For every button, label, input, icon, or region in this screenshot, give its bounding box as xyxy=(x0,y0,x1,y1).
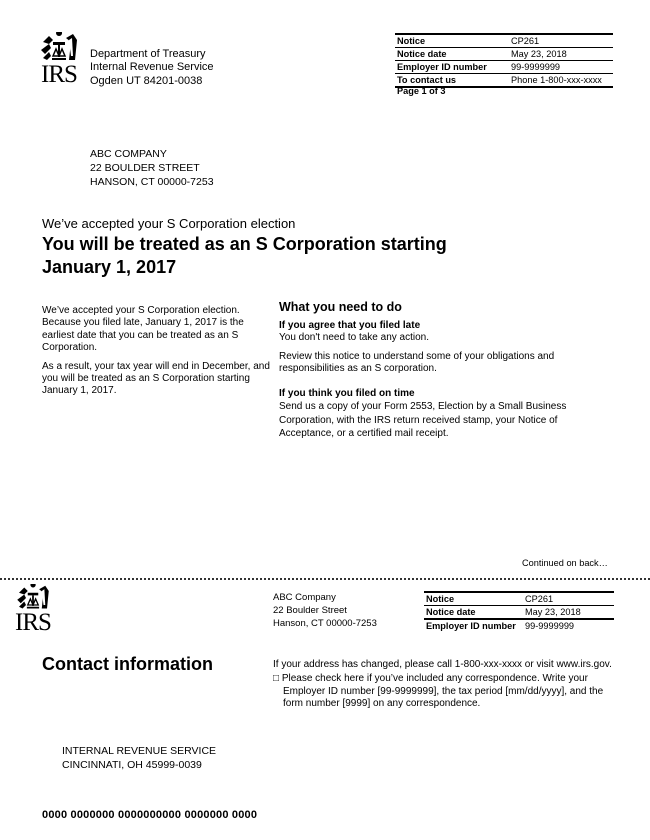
stub-info-row-notice-date xyxy=(424,606,614,620)
stub-address-line: Hanson, CT 00000-7253 xyxy=(273,618,377,629)
irs-logo xyxy=(12,584,54,634)
notice-subtitle: We’ve accepted your S Corporation election xyxy=(42,216,296,231)
agency-address xyxy=(90,48,214,88)
info-label: Notice date xyxy=(397,49,447,59)
agency-line: Department of Treasury xyxy=(90,48,206,60)
stub-info-table xyxy=(424,591,614,632)
stub-address-line: 22 Boulder Street xyxy=(273,605,347,616)
stub-info-row-employer-id xyxy=(424,619,614,632)
agency-line: Ogden UT 84201-0038 xyxy=(90,74,203,87)
recipient-line: HANSON, CT 00000-7253 xyxy=(90,176,214,188)
subsection-text: Review this notice to understand some of your obligations and responsibilities as an S corporation. xyxy=(279,350,555,375)
correspondence-instructions: Please check here if you’ve included any correspondence. Write your Employer ID number [99-9999999], the tax period [mm/dd/yyyy], and the form number [9999] on any correspondence. xyxy=(281,673,604,710)
info-row-notice xyxy=(395,34,613,48)
subsection-heading: If you think you filed on time xyxy=(279,387,415,399)
subsection-text: You don't need to take any action. xyxy=(279,332,429,344)
section-heading: What you need to do xyxy=(279,300,402,314)
info-label: Notice xyxy=(397,36,426,46)
irs-logo-text: IRS xyxy=(15,609,51,636)
title-line: You will be treated as an S Corporation starting xyxy=(42,234,447,254)
agency-line: Internal Revenue Service xyxy=(90,61,214,74)
irs-address-line: INTERNAL REVENUE SERVICE xyxy=(62,745,217,757)
info-row-contact xyxy=(395,74,613,88)
title-line: January 1, 2017 xyxy=(42,257,177,277)
address-change-text: If your address has changed, please call 1-800-xxx-xxxx or visit www.irs.gov. xyxy=(273,659,612,670)
correspondence-checkbox-row[interactable] xyxy=(273,673,618,710)
recipient-line: ABC COMPANY xyxy=(90,148,167,160)
irs-return-address xyxy=(62,744,216,772)
subsection-heading: If you agree that you filed late xyxy=(279,320,421,331)
irs-logo xyxy=(38,32,80,86)
contact-info-body xyxy=(273,659,618,717)
notice-title xyxy=(42,233,447,279)
what-you-need-to-do xyxy=(279,300,599,447)
info-value: CP261 xyxy=(525,594,554,604)
info-value: 99-9999999 xyxy=(511,62,561,72)
recipient-address xyxy=(90,147,214,189)
eagle-emblem-icon xyxy=(13,584,53,612)
tear-line-divider xyxy=(0,578,650,580)
subsection-text: Send us a copy of your Form 2553, Election by a Small Business Corporation, with the IRS return received stamp, your Notice of Acceptance, or a certified mail receipt. xyxy=(279,401,567,440)
stub-info-row-notice xyxy=(424,592,614,606)
contact-info-title: Contact information xyxy=(42,654,213,674)
info-label: Notice date xyxy=(426,607,476,617)
summary-column xyxy=(42,305,270,404)
info-label: Notice xyxy=(426,594,455,604)
summary-paragraph: We’ve accepted your S Corporation election. Because you filed late, January 1, 2017 is the earliest date that you can be treated as an S Corporation. xyxy=(42,305,244,354)
info-label: Employer ID number xyxy=(397,62,487,72)
summary-paragraph: As a result, your tax year will end in December, and you will be treated as an S Corporation starting January 1, 2017. xyxy=(42,360,270,397)
recipient-line: 22 BOULDER STREET xyxy=(90,162,200,174)
notice-info-table xyxy=(395,33,613,88)
irs-logo-text: IRS xyxy=(41,61,77,88)
info-value: May 23, 2018 xyxy=(525,607,581,617)
info-value: May 23, 2018 xyxy=(511,49,567,59)
info-label: Employer ID number xyxy=(426,621,516,631)
info-row-employer-id xyxy=(395,61,613,74)
page-count: Page 1 of 3 xyxy=(397,86,446,96)
info-value: 99-9999999 xyxy=(525,621,575,631)
correspondence-checkbox[interactable]: □ xyxy=(273,673,280,685)
info-label: To contact us xyxy=(397,75,457,85)
info-value: CP261 xyxy=(511,36,540,46)
info-row-notice-date xyxy=(395,48,613,61)
eagle-emblem-icon xyxy=(39,32,79,64)
stub-sender-address xyxy=(273,591,377,630)
stub-address-line: ABC Company xyxy=(273,592,336,603)
continued-note: Continued on back… xyxy=(522,558,608,568)
irs-address-line: CINCINNATI, OH 45999-0039 xyxy=(62,759,202,771)
info-value: Phone 1-800-xxx-xxxx xyxy=(511,75,602,85)
scan-line: 0000 0000000 0000000000 0000000 0000 xyxy=(42,809,258,821)
